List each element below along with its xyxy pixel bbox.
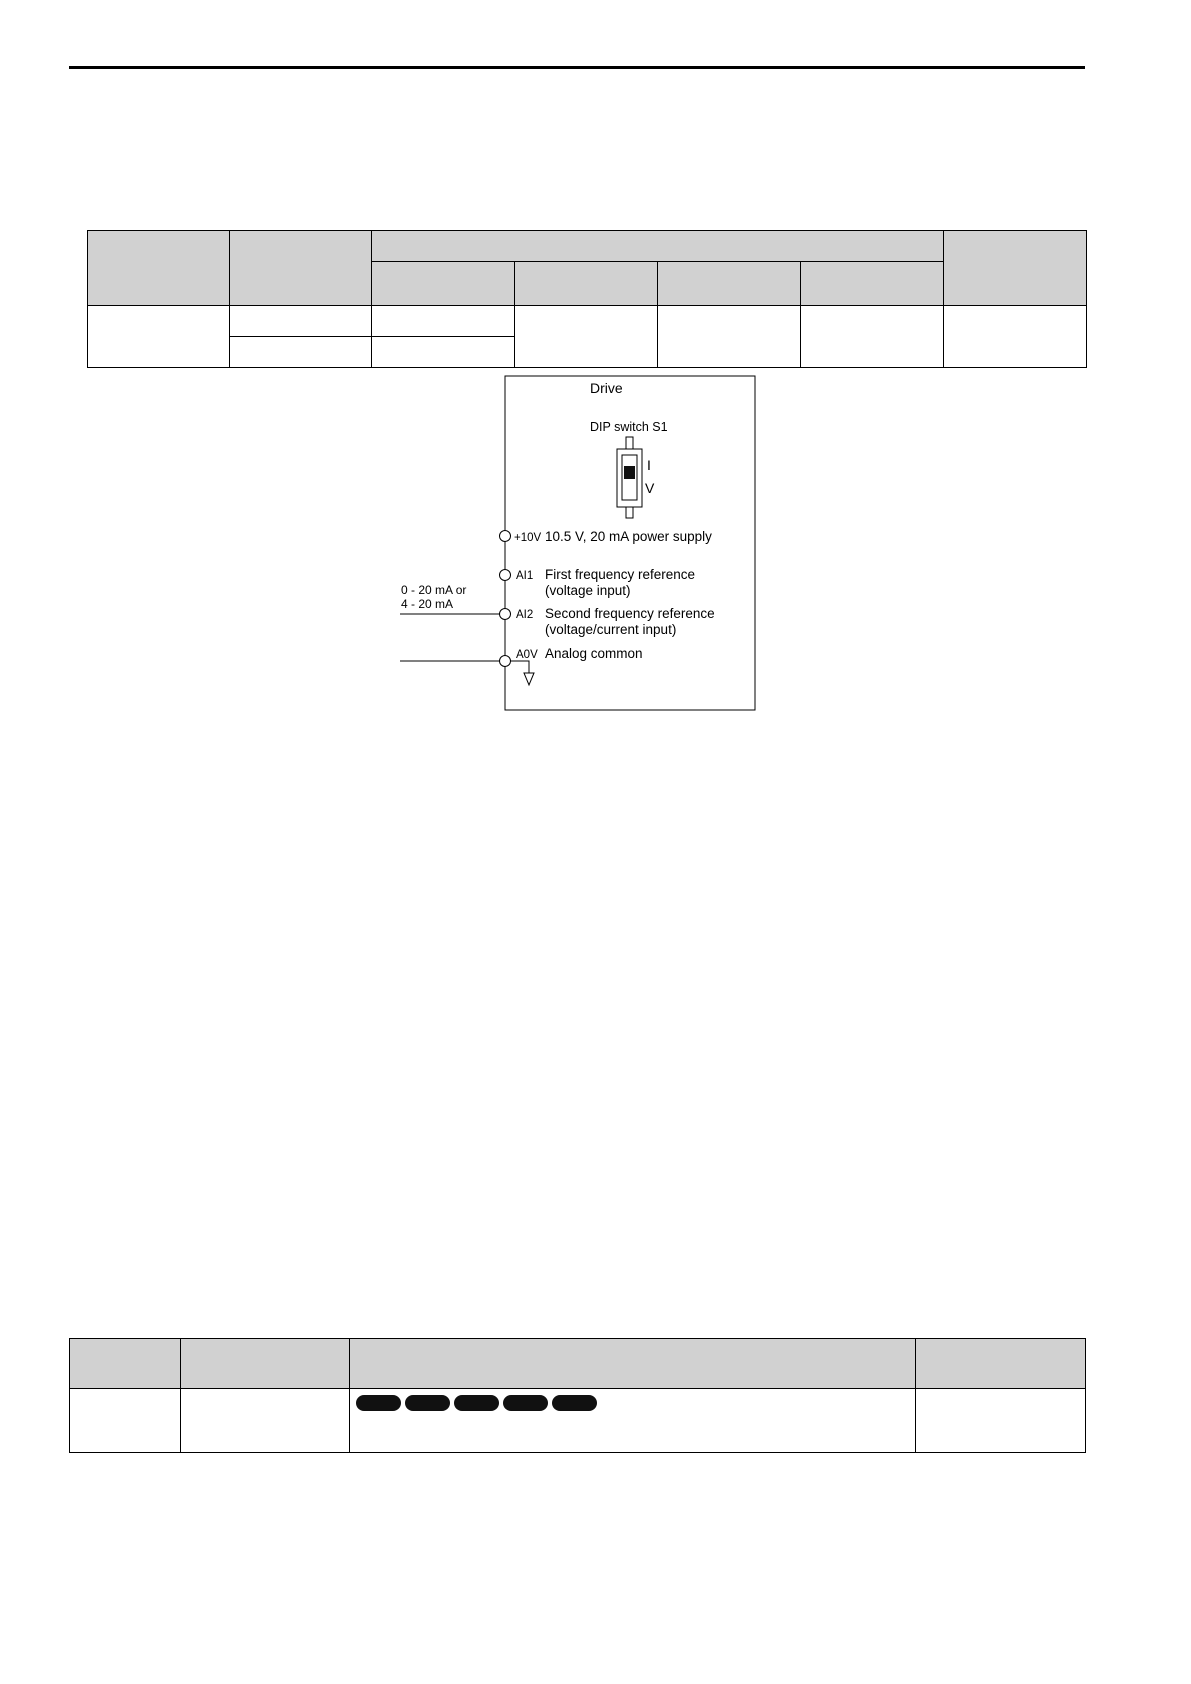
- terminal-code: +10V: [514, 532, 542, 544]
- table2-cell: [350, 1389, 916, 1453]
- input-signal-label: 0 - 20 mA or: [401, 583, 467, 597]
- mode-badges: [350, 1389, 915, 1411]
- table1-cell: [801, 306, 944, 368]
- switch-position-v: V: [645, 480, 655, 496]
- mode-badge: [552, 1395, 597, 1411]
- terminal-description: (voltage/current input): [545, 622, 677, 637]
- table-row: [88, 306, 1087, 337]
- table1-cell: [372, 306, 515, 337]
- table2-cell: [70, 1389, 181, 1453]
- terminal-description: First frequency reference: [545, 567, 696, 582]
- settings-table: [87, 230, 1087, 368]
- mode-badge: [356, 1395, 401, 1411]
- table2-cell: [181, 1389, 350, 1453]
- header-rule: [69, 66, 1085, 69]
- table1-header-cell: [88, 231, 230, 306]
- table1-cell: [372, 337, 515, 368]
- drive-label: Drive: [590, 380, 623, 396]
- terminal-a0v-icon: [500, 656, 511, 667]
- mode-badge: [454, 1395, 499, 1411]
- terminal-ai1-icon: [500, 570, 511, 581]
- switch-position-i: I: [647, 457, 651, 473]
- table-row: [70, 1389, 1086, 1453]
- table2-header-cell: [916, 1339, 1086, 1389]
- table1-header-cell: [944, 231, 1087, 306]
- terminal-code: AI2: [516, 609, 534, 621]
- input-signal-label: 4 - 20 mA: [401, 597, 454, 611]
- table1-subheader-cell: [801, 262, 944, 306]
- table2-cell: [916, 1389, 1086, 1453]
- terminal-description: 10.5 V, 20 mA power supply: [545, 529, 712, 544]
- terminal-plus10v-icon: [500, 531, 511, 542]
- table2-header-cell: [70, 1339, 181, 1389]
- table1-header-group: [372, 231, 944, 262]
- dip-switch-icon: [617, 437, 642, 518]
- table1-cell: [658, 306, 801, 368]
- table1-subheader-cell: [658, 262, 801, 306]
- parameter-table: [69, 1338, 1086, 1453]
- table1-cell: [230, 306, 372, 337]
- table1-cell: [944, 306, 1087, 368]
- table1-header-cell: [230, 231, 372, 306]
- terminal-code: AI1: [516, 570, 534, 582]
- table2-header-cell: [350, 1339, 916, 1389]
- table1-subheader-cell: [515, 262, 658, 306]
- table2-header-cell: [181, 1339, 350, 1389]
- table1-subheader-cell: [372, 262, 515, 306]
- mode-badge: [405, 1395, 450, 1411]
- terminal-description: Second frequency reference: [545, 606, 715, 621]
- terminal-description: (voltage input): [545, 583, 631, 598]
- wiring-diagram: [395, 373, 780, 716]
- terminal-description: Analog common: [545, 646, 643, 661]
- table1-cell: [230, 337, 372, 368]
- terminal-ai2-icon: [500, 609, 511, 620]
- table1-cell: [515, 306, 658, 368]
- terminal-code: A0V: [516, 649, 538, 661]
- mode-badge: [503, 1395, 548, 1411]
- ground-icon: [511, 661, 534, 685]
- table1-cell: [88, 306, 230, 368]
- dip-switch-label: DIP switch S1: [590, 420, 668, 434]
